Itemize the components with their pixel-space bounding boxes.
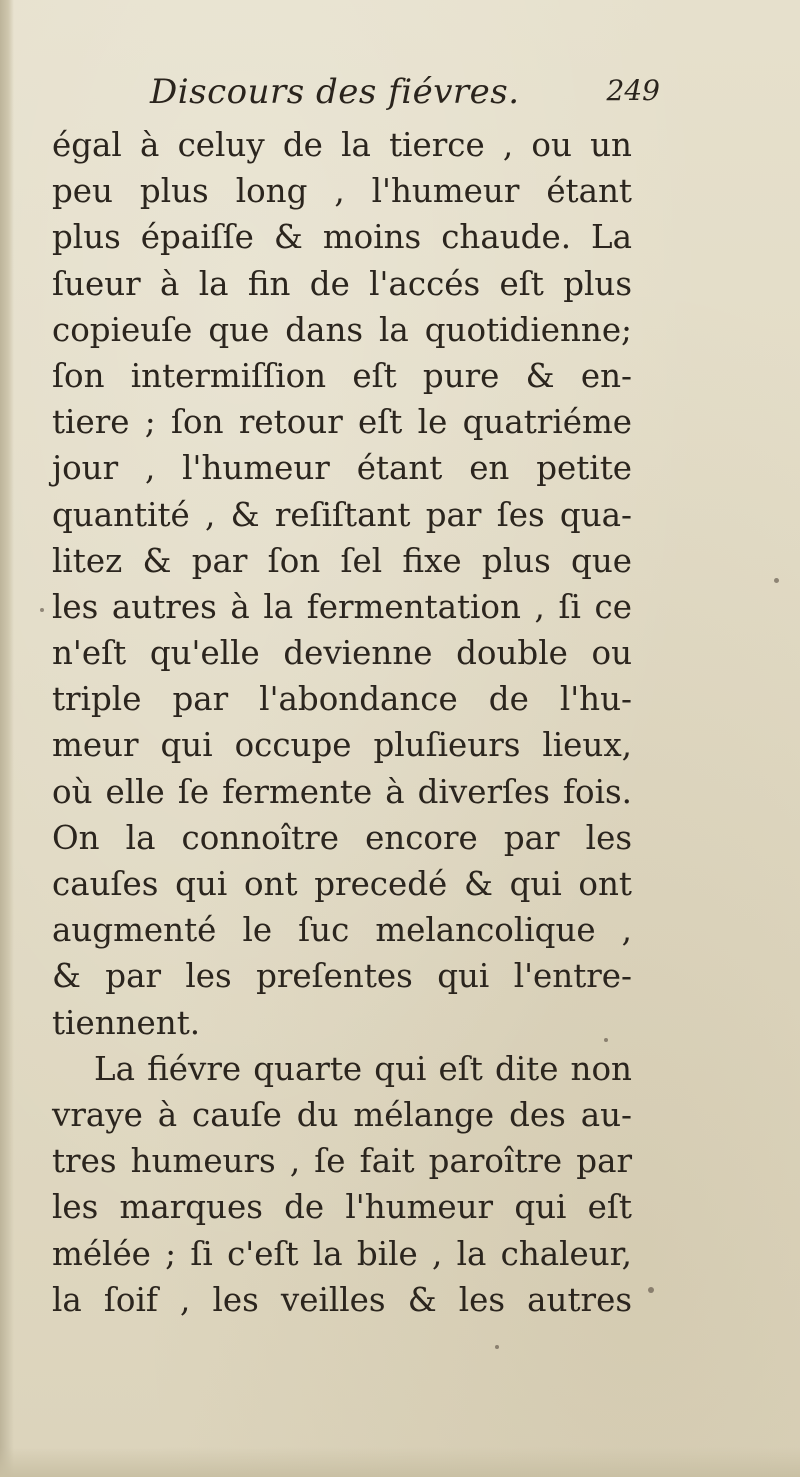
page-header (150, 72, 660, 122)
text-line: augmenté le ſuc melancolique , (52, 911, 632, 950)
running-title: Discours des fiévres. (150, 72, 520, 112)
text-line: triple par l'abondance de l'hu- (52, 680, 632, 719)
text-line: quantité , & reſiſtant par ſes qua- (52, 495, 632, 534)
paper-fleck (648, 1287, 654, 1293)
text-line: La fiévre quarte qui eſt dite non (94, 1049, 632, 1088)
text-line: égal à celuy de la tierce , ou un (52, 126, 632, 164)
text-line: jour , l'humeur étant en petite (52, 449, 632, 488)
paper-fleck (774, 578, 779, 583)
text-line: ſueur à la fin de l'accés eſt plus (52, 264, 632, 303)
text-line: litez & par ſon ſel fixe plus que (52, 541, 632, 580)
text-line: ſon intermiſſion eſt pure & en- (52, 356, 632, 395)
paper-fleck (495, 1345, 499, 1349)
text-line: meur qui occupe pluſieurs lieux, (52, 726, 632, 765)
text-line: copieuſe que dans la quotidienne; (52, 310, 632, 349)
page-bottom-shadow (0, 1447, 800, 1477)
text-line: tres humeurs , ſe fait paroître par (52, 1142, 632, 1181)
text-line: les autres à la fermentation , ſi ce (52, 587, 632, 626)
page-number: 249 (606, 74, 660, 107)
text-line: peu plus long , l'humeur étant (52, 172, 632, 211)
text-line: tiere ; ſon retour eſt le quatriéme (52, 403, 632, 442)
page-binding-shadow (0, 0, 14, 1477)
text-line: tiennent. (52, 1003, 201, 1042)
text-line: vraye à cauſe du mélange des au- (52, 1095, 632, 1134)
text-line: n'eſt qu'elle devienne double ou (52, 634, 632, 673)
text-line: On la connoître encore par les (52, 818, 632, 857)
text-line: plus épaiſſe & moins chaude. La (52, 218, 632, 257)
text-line: & par les preſentes qui l'entre- (52, 957, 632, 996)
text-line: mélée ; ſi c'eſt la bile , la chaleur, (52, 1234, 632, 1273)
text-line: où elle ſe fermente à diverſes fois. (52, 772, 632, 811)
text-line: la ſoif , les veilles & les autres (52, 1280, 632, 1319)
text-line: cauſes qui ont precedé & qui ont (52, 865, 632, 903)
paper-fleck (40, 608, 44, 612)
text-line: les marques de l'humeur qui eſt (52, 1188, 632, 1227)
body-text (52, 122, 632, 1323)
paper-fleck (604, 1038, 608, 1042)
